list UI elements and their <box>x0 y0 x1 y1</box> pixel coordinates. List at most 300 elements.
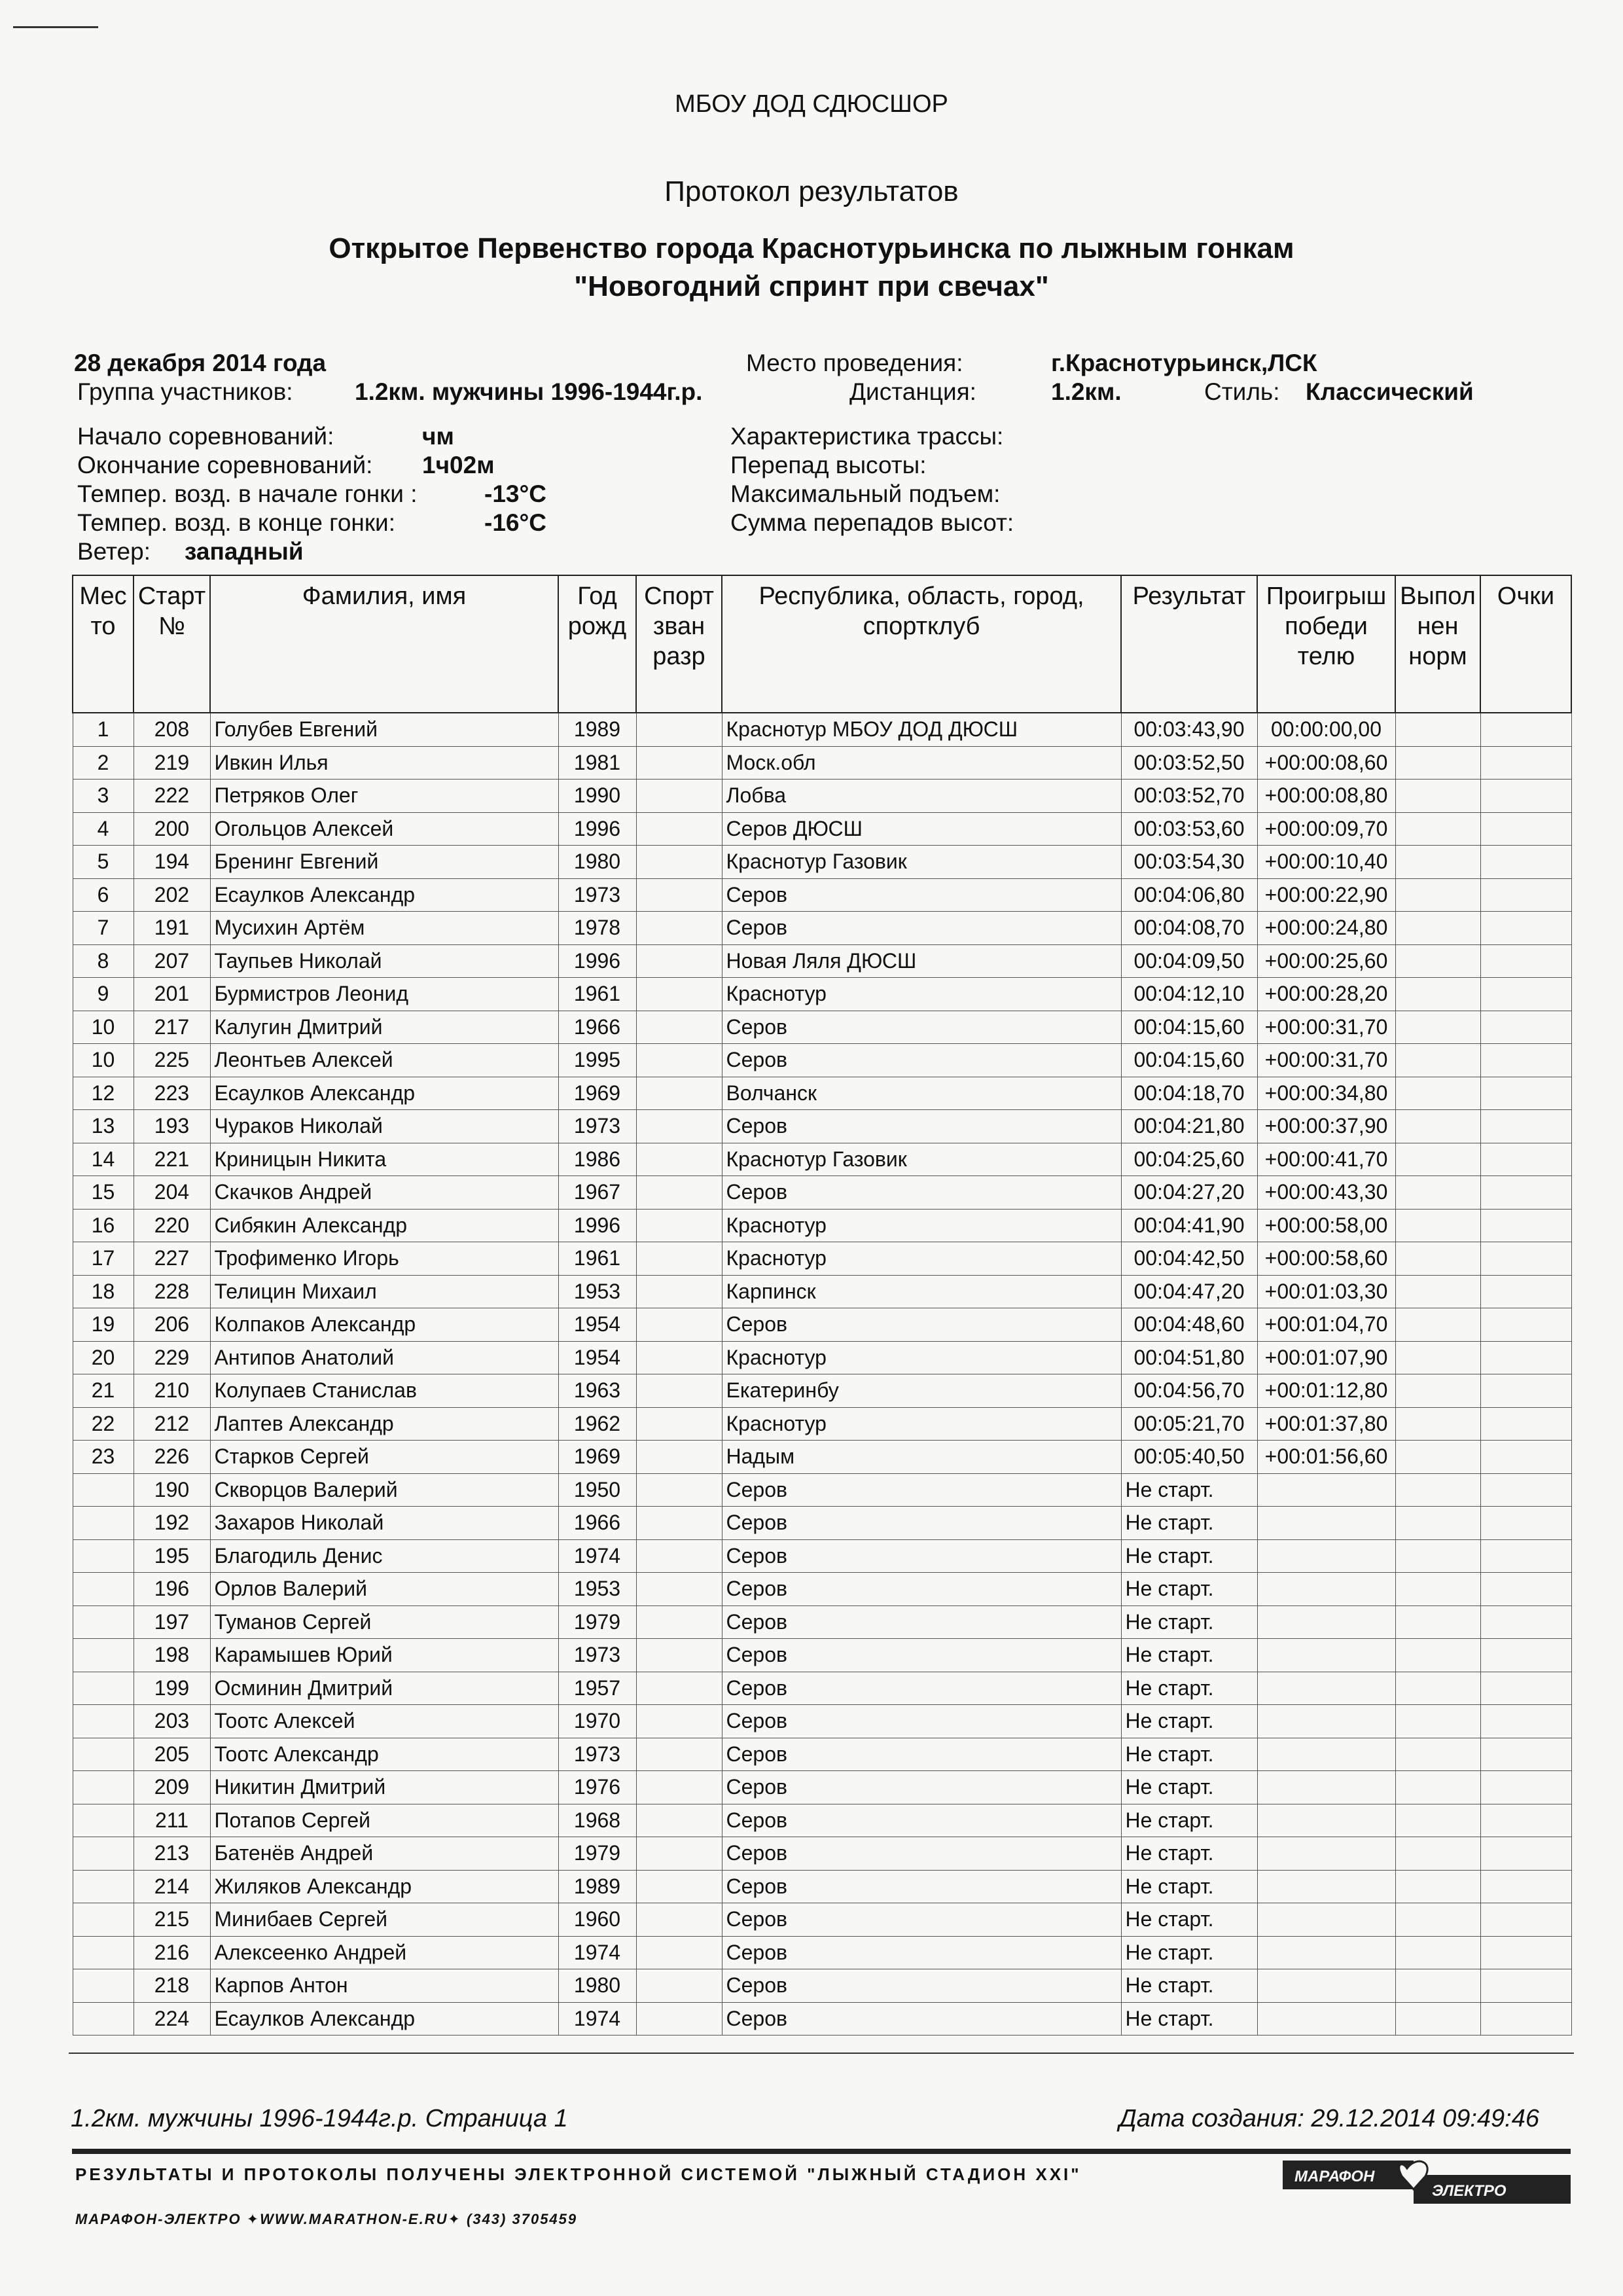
cell-place <box>73 1539 134 1573</box>
scan-mark <box>13 26 98 28</box>
cell-sport-rank <box>636 1903 722 1937</box>
cell-norm-met <box>1395 978 1480 1011</box>
cell-sport-rank <box>636 1441 722 1474</box>
cell-points <box>1480 1837 1571 1871</box>
cell-athlete-name: Колпаков Александр <box>210 1308 558 1342</box>
cell-result: 00:04:09,50 <box>1121 944 1257 978</box>
temp-end-value: -16°C <box>484 509 546 536</box>
cell-birth-year: 1973 <box>558 1110 636 1143</box>
cell-time-behind: +00:01:37,80 <box>1257 1407 1395 1441</box>
cell-athlete-name: Скворцов Валерий <box>210 1473 558 1507</box>
end-label: Окончание соревнований: <box>77 452 373 478</box>
cell-points <box>1480 1044 1571 1077</box>
competition-subtitle: "Новогодний спринт при свечах" <box>574 270 1049 302</box>
cell-points <box>1480 2002 1571 2036</box>
cell-time-behind <box>1257 1573 1395 1606</box>
cell-start-number: 199 <box>134 1672 210 1705</box>
cell-points <box>1480 1011 1571 1044</box>
cell-birth-year: 1963 <box>558 1374 636 1408</box>
table-row <box>73 1639 1571 1672</box>
publisher-line: МАРАФОН-ЭЛЕКТРО ✦WWW.MARATHON-E.RU✦ (343) 3705459 <box>75 2211 578 2227</box>
column-header: Выпол нен норм <box>1395 575 1480 713</box>
cell-norm-met <box>1395 1374 1480 1408</box>
cell-birth-year: 1969 <box>558 1077 636 1110</box>
cell-points <box>1480 1771 1571 1804</box>
cell-birth-year: 1995 <box>558 1044 636 1077</box>
cell-points <box>1480 1804 1571 1837</box>
cell-points <box>1480 746 1571 780</box>
cell-sport-rank <box>636 1969 722 2003</box>
cell-start-number: 198 <box>134 1639 210 1672</box>
cell-sport-rank <box>636 846 722 879</box>
cell-region-club: Моск.обл <box>722 746 1121 780</box>
cell-time-behind <box>1257 1705 1395 1738</box>
cell-place: 23 <box>73 1441 134 1474</box>
cell-athlete-name: Петряков Олег <box>210 780 558 813</box>
cell-birth-year: 1960 <box>558 1903 636 1937</box>
cell-athlete-name: Карамышев Юрий <box>210 1639 558 1672</box>
logo-text-right: ЭЛЕКТРО <box>1432 2182 1507 2200</box>
cell-result: 00:04:15,60 <box>1121 1011 1257 1044</box>
cell-result: Не старт. <box>1121 1771 1257 1804</box>
cell-points <box>1480 1539 1571 1573</box>
cell-norm-met <box>1395 812 1480 846</box>
cell-time-behind <box>1257 1969 1395 2003</box>
cell-sport-rank <box>636 1407 722 1441</box>
cell-time-behind <box>1257 1539 1395 1573</box>
cell-norm-met <box>1395 1275 1480 1308</box>
cell-time-behind: +00:01:03,30 <box>1257 1275 1395 1308</box>
cell-norm-met <box>1395 1044 1480 1077</box>
cell-region-club: Серов <box>722 912 1121 945</box>
cell-norm-met <box>1395 1539 1480 1573</box>
cell-result: 00:04:25,60 <box>1121 1143 1257 1176</box>
table-row <box>73 1804 1571 1837</box>
cell-time-behind <box>1257 1936 1395 1969</box>
cell-start-number: 192 <box>134 1507 210 1540</box>
cell-place: 19 <box>73 1308 134 1342</box>
cell-athlete-name: Старков Сергей <box>210 1441 558 1474</box>
cell-start-number: 203 <box>134 1705 210 1738</box>
cell-start-number: 224 <box>134 2002 210 2036</box>
table-row <box>73 1441 1571 1474</box>
table-row <box>73 1242 1571 1276</box>
cell-start-number: 229 <box>134 1341 210 1374</box>
cell-sport-rank <box>636 713 722 746</box>
cell-result: 00:04:08,70 <box>1121 912 1257 945</box>
cell-points <box>1480 1209 1571 1242</box>
cell-norm-met <box>1395 1077 1480 1110</box>
cell-result: 00:03:52,70 <box>1121 780 1257 813</box>
system-line: РЕЗУЛЬТАТЫ И ПРОТОКОЛЫ ПОЛУЧЕНЫ ЭЛЕКТРОННОЙ СИСТЕМОЙ "ЛЫЖНЫЙ СТАДИОН XXI" <box>75 2164 1082 2184</box>
cell-place <box>73 1870 134 1903</box>
cell-place: 13 <box>73 1110 134 1143</box>
cell-points <box>1480 1473 1571 1507</box>
cell-time-behind: +00:00:25,60 <box>1257 944 1395 978</box>
cell-region-club: Серов ДЮСШ <box>722 812 1121 846</box>
table-row <box>73 1870 1571 1903</box>
table-row <box>73 878 1571 912</box>
cell-region-club: Краснотур МБОУ ДОД ДЮСШ <box>722 713 1121 746</box>
cell-region-club: Серов <box>722 1804 1121 1837</box>
cell-start-number: 201 <box>134 978 210 1011</box>
competition-title: Открытое Первенство города Краснотурьинска по лыжным гонкам <box>329 232 1294 264</box>
table-row <box>73 713 1571 746</box>
cell-birth-year: 1968 <box>558 1804 636 1837</box>
cell-place: 1 <box>73 713 134 746</box>
cell-result: 00:04:41,90 <box>1121 1209 1257 1242</box>
cell-sport-rank <box>636 2002 722 2036</box>
cell-sport-rank <box>636 1507 722 1540</box>
table-row <box>73 846 1571 879</box>
cell-birth-year: 1989 <box>558 713 636 746</box>
cell-region-club: Серов <box>722 1738 1121 1771</box>
cell-athlete-name: Тоотс Александр <box>210 1738 558 1771</box>
cell-sport-rank <box>636 1341 722 1374</box>
cell-region-club: Серов <box>722 1771 1121 1804</box>
cell-sport-rank <box>636 1176 722 1210</box>
cell-time-behind: +00:00:08,60 <box>1257 746 1395 780</box>
table-body <box>73 713 1571 2036</box>
cell-time-behind <box>1257 1804 1395 1837</box>
cell-birth-year: 1980 <box>558 1969 636 2003</box>
cell-region-club: Серов <box>722 1672 1121 1705</box>
cell-norm-met <box>1395 1804 1480 1837</box>
cell-result: Не старт. <box>1121 1837 1257 1871</box>
cell-region-club: Карпинск <box>722 1275 1121 1308</box>
cell-result: 00:04:21,80 <box>1121 1110 1257 1143</box>
table-row <box>73 1407 1571 1441</box>
cell-birth-year: 1981 <box>558 746 636 780</box>
cell-result: 00:04:15,60 <box>1121 1044 1257 1077</box>
cell-place <box>73 1639 134 1672</box>
cell-points <box>1480 812 1571 846</box>
cell-result: 00:04:42,50 <box>1121 1242 1257 1276</box>
cell-result: Не старт. <box>1121 1639 1257 1672</box>
table-row <box>73 1573 1571 1606</box>
cell-norm-met <box>1395 1837 1480 1871</box>
cell-place: 10 <box>73 1044 134 1077</box>
cell-norm-met <box>1395 1639 1480 1672</box>
cell-place: 5 <box>73 846 134 879</box>
cell-athlete-name: Мусихин Артём <box>210 912 558 945</box>
cell-result: 00:05:21,70 <box>1121 1407 1257 1441</box>
cell-athlete-name: Есаулков Александр <box>210 878 558 912</box>
cell-place: 2 <box>73 746 134 780</box>
cell-sport-rank <box>636 1837 722 1871</box>
cell-norm-met <box>1395 1605 1480 1639</box>
cell-sport-rank <box>636 1209 722 1242</box>
cell-start-number: 216 <box>134 1936 210 1969</box>
cell-birth-year: 1990 <box>558 780 636 813</box>
cell-time-behind: +00:00:28,20 <box>1257 978 1395 1011</box>
cell-region-club: Краснотур <box>722 1407 1121 1441</box>
table-row <box>73 1705 1571 1738</box>
cell-region-club: Серов <box>722 1936 1121 1969</box>
cell-norm-met <box>1395 1573 1480 1606</box>
cell-result: 00:03:43,90 <box>1121 713 1257 746</box>
cell-place: 10 <box>73 1011 134 1044</box>
cell-athlete-name: Минибаев Сергей <box>210 1903 558 1937</box>
table-row <box>73 780 1571 813</box>
cell-result: Не старт. <box>1121 1605 1257 1639</box>
table-row <box>73 1969 1571 2003</box>
distance-value: 1.2км. <box>1051 378 1122 405</box>
group-label: Группа участников: <box>77 378 293 405</box>
cell-result: 00:04:12,10 <box>1121 978 1257 1011</box>
cell-region-club: Серов <box>722 2002 1121 2036</box>
cell-place <box>73 2002 134 2036</box>
cell-time-behind <box>1257 2002 1395 2036</box>
cell-place <box>73 1771 134 1804</box>
cell-points <box>1480 780 1571 813</box>
cell-region-club: Серов <box>722 1011 1121 1044</box>
cell-athlete-name: Батенёв Андрей <box>210 1837 558 1871</box>
document-title: Протокол результатов <box>664 175 959 207</box>
cell-time-behind: +00:00:31,70 <box>1257 1044 1395 1077</box>
cell-athlete-name: Калугин Дмитрий <box>210 1011 558 1044</box>
results-table <box>72 575 1572 2036</box>
column-header: Фамилия, имя <box>210 575 558 713</box>
cell-start-number: 209 <box>134 1771 210 1804</box>
table-row <box>73 1605 1571 1639</box>
cell-points <box>1480 1110 1571 1143</box>
cell-start-number: 200 <box>134 812 210 846</box>
cell-place <box>73 1903 134 1937</box>
cell-athlete-name: Потапов Сергей <box>210 1804 558 1837</box>
cell-place <box>73 1936 134 1969</box>
cell-region-club: Надым <box>722 1441 1121 1474</box>
cell-norm-met <box>1395 878 1480 912</box>
cell-sport-rank <box>636 1110 722 1143</box>
cell-start-number: 204 <box>134 1176 210 1210</box>
cell-points <box>1480 1969 1571 2003</box>
cell-sport-rank <box>636 1672 722 1705</box>
cell-region-club: Серов <box>722 1110 1121 1143</box>
cell-norm-met <box>1395 1771 1480 1804</box>
logo-text-left: МАРАФОН <box>1294 2168 1375 2185</box>
cell-start-number: 212 <box>134 1407 210 1441</box>
cell-norm-met <box>1395 780 1480 813</box>
cell-start-number: 219 <box>134 746 210 780</box>
cell-birth-year: 1979 <box>558 1837 636 1871</box>
cell-time-behind: +00:01:12,80 <box>1257 1374 1395 1408</box>
height-diff-label: Перепад высоты: <box>730 452 927 478</box>
table-row <box>73 1837 1571 1871</box>
cell-time-behind: +00:01:07,90 <box>1257 1341 1395 1374</box>
cell-norm-met <box>1395 1242 1480 1276</box>
cell-points <box>1480 1903 1571 1937</box>
table-row <box>73 1308 1571 1342</box>
cell-birth-year: 1976 <box>558 1771 636 1804</box>
event-date: 28 декабря 2014 года <box>74 350 327 376</box>
cell-sport-rank <box>636 1705 722 1738</box>
cell-start-number: 202 <box>134 878 210 912</box>
wind-value: западный <box>185 538 304 565</box>
cell-time-behind <box>1257 1507 1395 1540</box>
cell-result: 00:04:48,60 <box>1121 1308 1257 1342</box>
temp-end-label: Темпер. возд. в конце гонки: <box>77 509 396 536</box>
cell-place: 3 <box>73 780 134 813</box>
column-header: Проигрыш победи телю <box>1257 575 1395 713</box>
cell-points <box>1480 1507 1571 1540</box>
column-header: Спорт зван разр <box>636 575 722 713</box>
table-row <box>73 1077 1571 1110</box>
table-row <box>73 1011 1571 1044</box>
cell-time-behind: +00:00:10,40 <box>1257 846 1395 879</box>
cell-norm-met <box>1395 713 1480 746</box>
cell-athlete-name: Есаулков Александр <box>210 2002 558 2036</box>
cell-points <box>1480 1605 1571 1639</box>
cell-place: 14 <box>73 1143 134 1176</box>
cell-start-number: 211 <box>134 1804 210 1837</box>
cell-place <box>73 1473 134 1507</box>
cell-result: 00:03:54,30 <box>1121 846 1257 879</box>
table-row <box>73 746 1571 780</box>
cell-region-club: Серов <box>722 1639 1121 1672</box>
cell-result: 00:04:06,80 <box>1121 878 1257 912</box>
cell-result: 00:03:53,60 <box>1121 812 1257 846</box>
cell-birth-year: 1961 <box>558 978 636 1011</box>
cell-start-number: 226 <box>134 1441 210 1474</box>
cell-time-behind <box>1257 1738 1395 1771</box>
cell-norm-met <box>1395 1308 1480 1342</box>
cell-norm-met <box>1395 1903 1480 1937</box>
table-row <box>73 1143 1571 1176</box>
cell-birth-year: 1966 <box>558 1011 636 1044</box>
cell-place <box>73 1672 134 1705</box>
cell-birth-year: 1980 <box>558 846 636 879</box>
table-row <box>73 1936 1571 1969</box>
start-label: Начало соревнований: <box>77 423 334 450</box>
cell-birth-year: 1967 <box>558 1176 636 1210</box>
cell-sport-rank <box>636 1738 722 1771</box>
cell-sport-rank <box>636 944 722 978</box>
venue-value: г.Краснотурьинск,ЛСК <box>1051 350 1317 376</box>
cell-region-club: Краснотур <box>722 1242 1121 1276</box>
cell-athlete-name: Криницын Никита <box>210 1143 558 1176</box>
cell-points <box>1480 1407 1571 1441</box>
column-header: Год рожд <box>558 575 636 713</box>
cell-start-number: 207 <box>134 944 210 978</box>
cell-athlete-name: Лаптев Александр <box>210 1407 558 1441</box>
cell-athlete-name: Есаулков Александр <box>210 1077 558 1110</box>
cell-place <box>73 1837 134 1871</box>
cell-start-number: 195 <box>134 1539 210 1573</box>
table-row <box>73 1507 1571 1540</box>
cell-region-club: Серов <box>722 1573 1121 1606</box>
cell-start-number: 223 <box>134 1077 210 1110</box>
cell-athlete-name: Чураков Николай <box>210 1110 558 1143</box>
cell-norm-met <box>1395 912 1480 945</box>
cell-birth-year: 1986 <box>558 1143 636 1176</box>
cell-place <box>73 1738 134 1771</box>
cell-region-club: Серов <box>722 1308 1121 1342</box>
table-bottom-rule <box>69 2053 1574 2054</box>
cell-result: 00:04:56,70 <box>1121 1374 1257 1408</box>
cell-place: 8 <box>73 944 134 978</box>
max-climb-label: Максимальный подъем: <box>730 480 1001 507</box>
cell-athlete-name: Сибякин Александр <box>210 1209 558 1242</box>
cell-result: Не старт. <box>1121 1473 1257 1507</box>
cell-sport-rank <box>636 1143 722 1176</box>
venue-label: Место проведения: <box>746 350 963 376</box>
table-row <box>73 1341 1571 1374</box>
cell-region-club: Краснотур <box>722 1341 1121 1374</box>
table-row <box>73 1771 1571 1804</box>
cell-sport-rank <box>636 780 722 813</box>
cell-norm-met <box>1395 1705 1480 1738</box>
cell-result: 00:04:18,70 <box>1121 1077 1257 1110</box>
table-row <box>73 1176 1571 1210</box>
cell-sport-rank <box>636 1539 722 1573</box>
cell-place: 9 <box>73 978 134 1011</box>
cell-points <box>1480 1308 1571 1342</box>
cell-athlete-name: Бурмистров Леонид <box>210 978 558 1011</box>
cell-points <box>1480 1077 1571 1110</box>
cell-birth-year: 1954 <box>558 1341 636 1374</box>
cell-place: 7 <box>73 912 134 945</box>
cell-sport-rank <box>636 1605 722 1639</box>
cell-athlete-name: Трофименко Игорь <box>210 1242 558 1276</box>
cell-points <box>1480 1639 1571 1672</box>
table-row <box>73 1903 1571 1937</box>
cell-time-behind <box>1257 1672 1395 1705</box>
cell-result: Не старт. <box>1121 1738 1257 1771</box>
cell-start-number: 215 <box>134 1903 210 1937</box>
cell-points <box>1480 1936 1571 1969</box>
cell-birth-year: 1950 <box>558 1473 636 1507</box>
cell-norm-met <box>1395 1473 1480 1507</box>
table-header-row <box>73 575 1571 713</box>
cell-sport-rank <box>636 978 722 1011</box>
created-date: Дата создания: 29.12.2014 09:49:46 <box>1118 2105 1539 2132</box>
cell-athlete-name: Скачков Андрей <box>210 1176 558 1210</box>
table-row <box>73 1374 1571 1408</box>
column-header: Очки <box>1480 575 1571 713</box>
cell-place <box>73 1804 134 1837</box>
cell-time-behind: +00:00:22,90 <box>1257 878 1395 912</box>
cell-region-club: Екатеринбу <box>722 1374 1121 1408</box>
cell-place <box>73 1969 134 2003</box>
cell-birth-year: 1989 <box>558 1870 636 1903</box>
cell-birth-year: 1966 <box>558 1507 636 1540</box>
cell-points <box>1480 846 1571 879</box>
cell-birth-year: 1974 <box>558 1936 636 1969</box>
marathon-logo <box>1283 2155 1571 2208</box>
cell-region-club: Серов <box>722 1539 1121 1573</box>
table-row <box>73 1672 1571 1705</box>
cell-birth-year: 1969 <box>558 1441 636 1474</box>
cell-region-club: Краснотур Газовик <box>722 846 1121 879</box>
cell-points <box>1480 713 1571 746</box>
cell-place: 16 <box>73 1209 134 1242</box>
cell-norm-met <box>1395 1110 1480 1143</box>
cell-sport-rank <box>636 1044 722 1077</box>
cell-norm-met <box>1395 1936 1480 1969</box>
cell-result: 00:04:27,20 <box>1121 1176 1257 1210</box>
cell-birth-year: 1996 <box>558 944 636 978</box>
cell-time-behind: +00:00:08,80 <box>1257 780 1395 813</box>
cell-place: 18 <box>73 1275 134 1308</box>
cell-sport-rank <box>636 1308 722 1342</box>
cell-region-club: Серов <box>722 1044 1121 1077</box>
cell-region-club: Лобва <box>722 780 1121 813</box>
cell-start-number: 193 <box>134 1110 210 1143</box>
cell-birth-year: 1953 <box>558 1275 636 1308</box>
cell-start-number: 196 <box>134 1573 210 1606</box>
table-row <box>73 944 1571 978</box>
